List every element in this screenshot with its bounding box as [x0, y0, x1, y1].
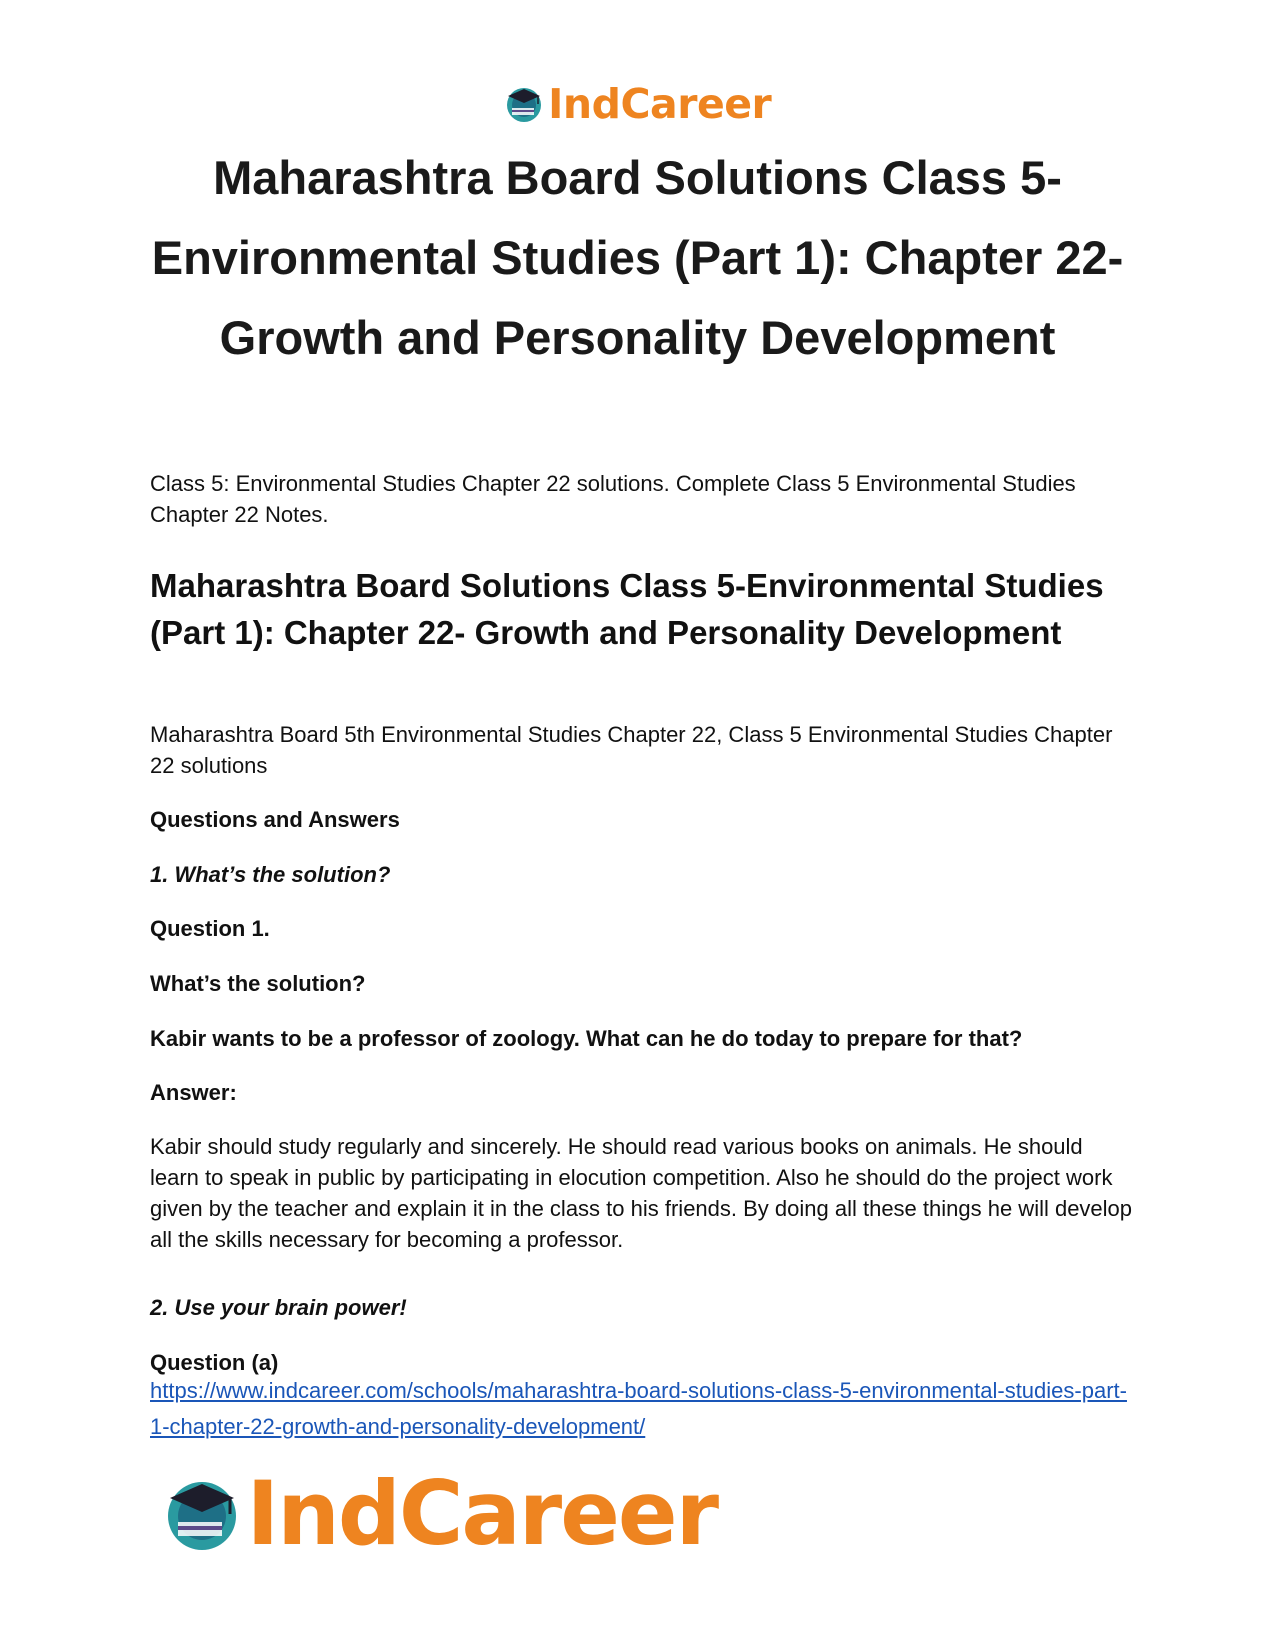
question-a-label: Question (a) — [150, 1350, 279, 1375]
source-link[interactable]: https://www.indcareer.com/schools/maharashtra-board-solutions-class-5-environmental-studies-part-1-chapter-22-growth-and-personality-development/ — [150, 1378, 1127, 1439]
qa-heading: Questions and Answers — [150, 807, 400, 832]
subtitle-paragraph: Maharashtra Board 5th Environmental Studies Chapter 22, Class 5 Environmental Studies Chapter 22 solutions — [150, 722, 1113, 778]
page-title: Maharashtra Board Solutions Class 5-Environmental Studies (Part 1): Chapter 22- Growth and Personality Development — [151, 151, 1124, 364]
footer-logo — [162, 1462, 717, 1565]
graduation-globe-icon — [504, 84, 544, 124]
graduation-globe-icon — [162, 1474, 242, 1554]
brand-name: IndCareer — [246, 1462, 717, 1565]
header-logo — [0, 80, 1275, 128]
intro-paragraph: Class 5: Environmental Studies Chapter 22 solutions. Complete Class 5 Environmental Studies Chapter 22 Notes. — [150, 471, 1076, 527]
question-1-label: Question 1. — [150, 916, 270, 941]
brand-name: IndCareer — [548, 80, 772, 128]
section-heading: Maharashtra Board Solutions Class 5-Environmental Studies (Part 1): Chapter 22- Growth and Personality Development — [150, 567, 1104, 651]
section-2-heading: 2. Use your brain power! — [150, 1295, 407, 1320]
section-1-heading: 1. What’s the solution? — [150, 862, 391, 887]
question-1-prompt: What’s the solution? — [150, 971, 366, 996]
answer-label: Answer: — [150, 1080, 237, 1105]
question-1-text: Kabir wants to be a professor of zoology. What can he do today to prepare for that? — [150, 1026, 1023, 1051]
answer-paragraph: Kabir should study regularly and sincerely. He should read various books on animals. He should learn to speak in public by participating in elocution competition. Also he should do the project work given by the teacher and explain it in the class to his friends. By doing all these things he will develop all the skills necessary for becoming a professor. — [150, 1134, 1133, 1252]
